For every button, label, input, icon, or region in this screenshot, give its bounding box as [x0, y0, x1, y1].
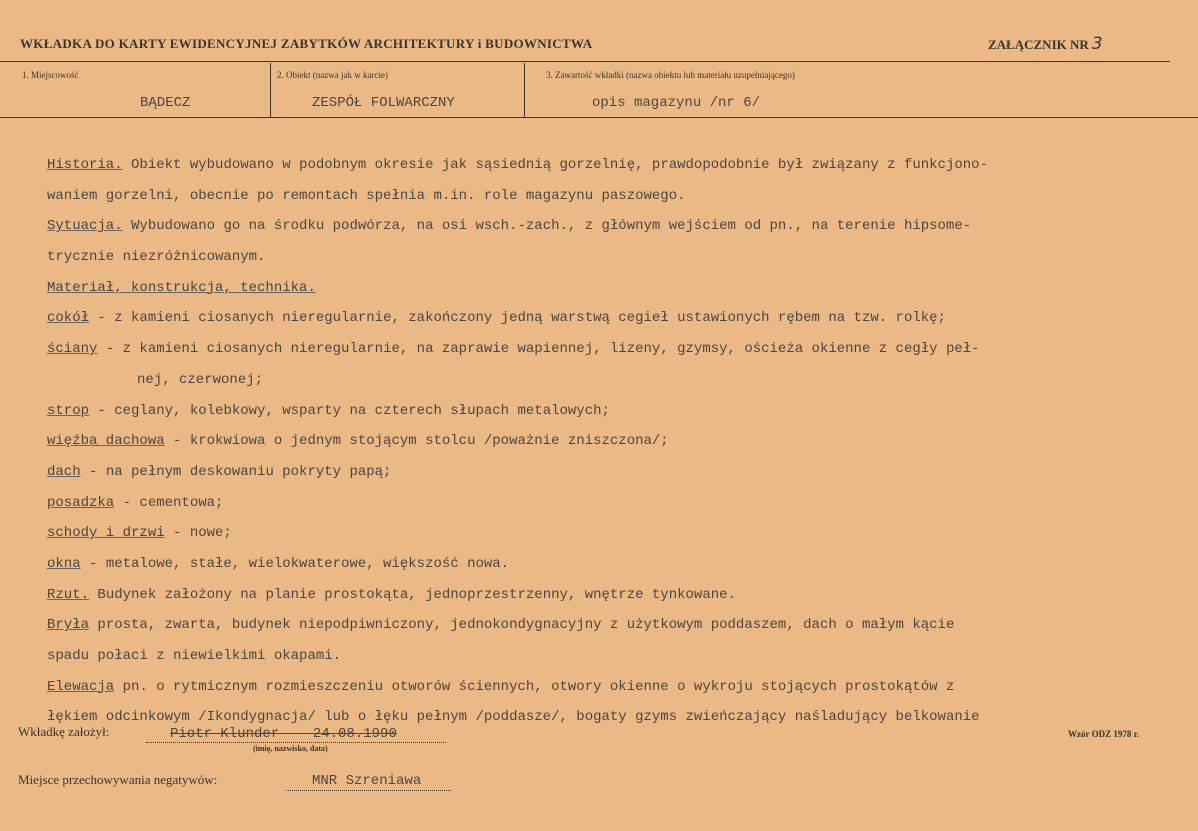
- item-heading: strop: [47, 402, 90, 419]
- text-line: [47, 273, 1177, 304]
- text-line: [47, 672, 1177, 703]
- negatives-label: Miejsce przechowywania negatywów:: [18, 772, 218, 787]
- text-line: nej, czerwonej;: [137, 371, 264, 388]
- content-label: 3. Zawartość wkładki (nazwa obiektu lub materiału uzupełniającego): [546, 70, 795, 80]
- text-line: spadu połaci z niewielkimi okapami.: [47, 648, 342, 664]
- object-value: ZESPÓŁ FOLWARCZNY: [312, 95, 455, 111]
- item-text: - z kamieni ciosanych nieregularnie, zakończony jedną warstwą cegieł ustawionych rębem na tzw. rolkę;: [89, 310, 946, 327]
- item-text: - na pełnym deskowaniu pokryty papą;: [80, 463, 392, 480]
- founder-label: Wkładkę założył:: [18, 724, 110, 739]
- form-title: WKŁADKA DO KARTY EWIDENCYJNEJ ZABYTKÓW ARCHITEKTURY i BUDOWNICTWA: [20, 36, 593, 51]
- text-line: [47, 303, 1177, 334]
- section-heading: Bryła: [47, 617, 90, 634]
- text-line: [47, 518, 1177, 549]
- text-line: [47, 334, 1177, 365]
- text-line: waniem gorzelni, obecnie po remontach spełnia m.in. role magazynu paszowego.: [47, 187, 686, 204]
- text-line: [47, 610, 1177, 641]
- section-heading: Rzut.: [47, 586, 90, 603]
- item-heading: cokół: [47, 310, 90, 327]
- text-line: [47, 488, 1177, 519]
- annex-number: 3: [1091, 34, 1103, 54]
- negatives-value: MNR Szreniawa: [312, 773, 422, 789]
- section-text: prosta, zwarta, budynek niepodpiwniczony, jednokondygnacyjny z użytkowym poddaszem, dach o małym kącie: [89, 617, 955, 634]
- text-line: [47, 580, 1177, 611]
- item-heading: dach: [47, 463, 81, 480]
- form-pattern: Wzór ODZ 1978 r.: [1068, 729, 1139, 739]
- item-text: - ceglany, kolebkowy, wsparty na czterech słupach metalowych;: [89, 402, 610, 419]
- section-heading: Sytuacja.: [47, 218, 123, 235]
- item-text: - z kamieni ciosanych nieregularnie, na zaprawie wapiennej, lizeny, gzymsy, ościeża okienne z cegły peł-: [97, 341, 980, 358]
- founder-value: [146, 726, 446, 742]
- item-heading: więźba dachowa: [47, 433, 165, 450]
- founder-date: 24.08.1990: [312, 726, 397, 742]
- field-divider-2: [524, 63, 525, 117]
- text-line: [47, 396, 1177, 427]
- header-rule-top: [0, 61, 1170, 62]
- section-heading: Materiał, konstrukcja, technika.: [47, 279, 316, 296]
- section-text: Wybudowano go na środku podwórza, na osi wsch.-zach., z głównym wejściem od pn., na terenie hipsome-: [122, 218, 972, 235]
- text-line: [47, 457, 1177, 488]
- section-heading: Elewacja: [47, 678, 115, 695]
- item-text: - cementowa;: [114, 494, 224, 511]
- object-label: 2. Obiekt (nazwa jak w karcie): [277, 70, 388, 80]
- field-divider-1: [270, 63, 271, 117]
- section-heading: Historia.: [47, 157, 123, 173]
- text-line: [47, 211, 1177, 242]
- item-heading: okna: [47, 555, 81, 572]
- text-line: [47, 150, 1177, 181]
- locality-value: BĄDECZ: [140, 95, 191, 111]
- text-line: [47, 426, 1177, 457]
- founder-hint: (imię, nazwisko, data): [253, 744, 328, 753]
- text-line: łękiem odcinkowym /Ikondygnacja/ lub o łęku pełnym /poddasze/, bogaty gzyms zwieńczający naśladujący belkowanie: [47, 709, 980, 726]
- founder-name: Piotr Klunder: [170, 726, 280, 742]
- item-text: - metalowe, stałe, wielokwaterowe, większość nowa.: [80, 555, 510, 572]
- annex-label-text: ZAŁĄCZNIK NR: [988, 37, 1089, 52]
- description-body: [47, 150, 1177, 733]
- item-heading: schody i drzwi: [47, 525, 165, 542]
- item-heading: posadzka: [47, 494, 115, 511]
- negatives-dotted-line: [286, 790, 451, 791]
- content-value: opis magazynu /nr 6/: [592, 95, 761, 111]
- section-text: Budynek założony na planie prostokąta, jednoprzestrzenny, wnętrze tynkowane.: [89, 586, 736, 603]
- item-heading: ściany: [47, 341, 98, 358]
- founder-dotted-line: [146, 742, 446, 743]
- locality-label: 1. Miejscowość: [22, 70, 79, 80]
- item-text: - nowe;: [164, 525, 232, 542]
- section-text: pn. o rytmicznym rozmieszczeniu otworów ściennych, otwory okienne o wykroju stojących prostokątów z: [114, 678, 955, 695]
- text-line: [47, 549, 1177, 580]
- header-rule-bottom: [0, 117, 1198, 118]
- text-line: trycznie niezróżnicowanym.: [47, 249, 266, 266]
- annex-label: [988, 34, 1103, 54]
- item-text: - krokwiowa o jednym stojącym stolcu /poważnie zniszczona/;: [164, 433, 669, 450]
- section-text: Obiekt wybudowano w podobnym okresie jak sąsiednią gorzelnię, prawdopodobnie był związany z funkcjono-: [122, 157, 988, 173]
